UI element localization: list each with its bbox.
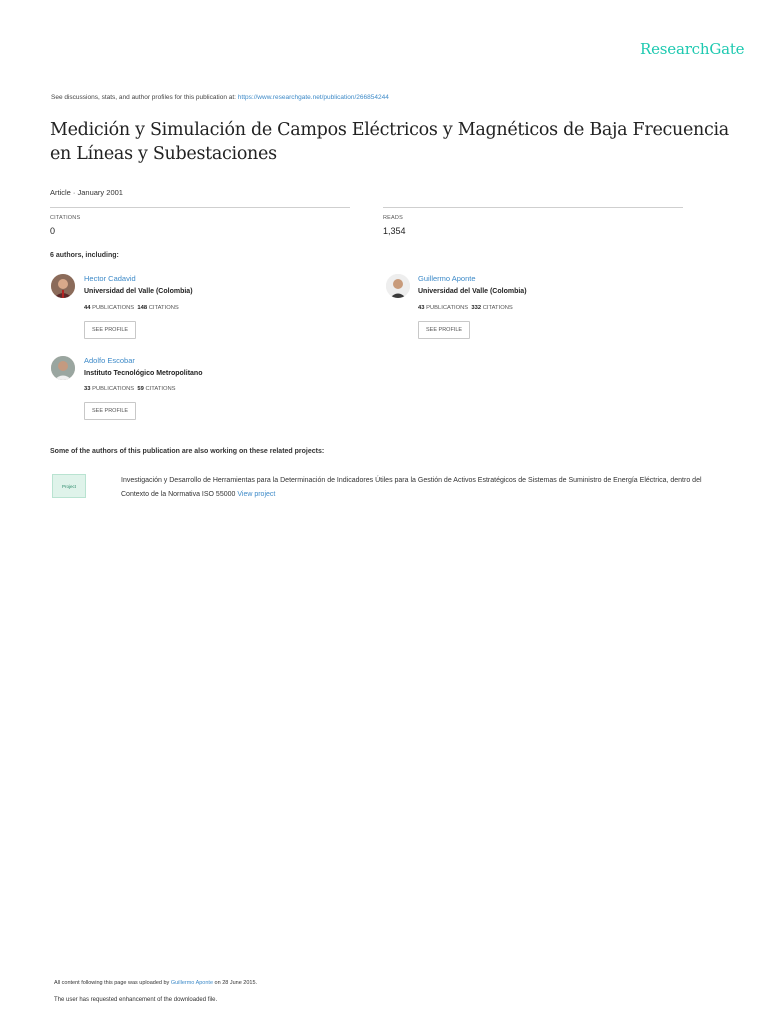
- publication-url-link[interactable]: https://www.researchgate.net/publication/266854244: [237, 94, 389, 101]
- project-thumbnail[interactable]: [52, 474, 86, 498]
- author-name-link[interactable]: Hector Cadavid: [84, 274, 136, 283]
- view-project-link[interactable]: View project: [237, 491, 276, 498]
- author-photo-icon: [51, 356, 75, 380]
- reads-value: 1,354: [383, 226, 406, 236]
- project-description: [121, 474, 721, 502]
- avatar[interactable]: [51, 274, 75, 298]
- author-stats: [84, 305, 179, 311]
- citations-count: 148: [137, 305, 148, 311]
- citations-label: CITATIONS: [145, 386, 176, 392]
- see-profile-button[interactable]: SEE PROFILE: [84, 321, 136, 339]
- citations-label: CITATIONS: [482, 305, 513, 311]
- enhancement-note: The user has requested enhancement of the downloaded file.: [54, 997, 218, 1003]
- upload-prefix: All content following this page was uploaded by: [54, 980, 171, 986]
- citations-value: 0: [50, 226, 56, 236]
- publications-count: 44: [84, 305, 91, 311]
- author-institution: Universidad del Valle (Colombia): [418, 288, 527, 295]
- author-institution: Instituto Tecnológico Metropolitano: [84, 370, 203, 377]
- citations-divider: [50, 207, 350, 208]
- upload-suffix: on 28 June 2015.: [213, 980, 258, 986]
- citations-label: CITATIONS: [50, 215, 81, 221]
- author-name-link[interactable]: Adolfo Escobar: [84, 356, 135, 365]
- citations-count: 59: [137, 386, 144, 392]
- authors-heading: 6 authors, including:: [50, 252, 119, 259]
- publications-label: PUBLICATIONS: [426, 305, 469, 311]
- avatar[interactable]: [51, 356, 75, 380]
- publication-meta: Article · January 2001: [50, 188, 123, 197]
- see-profile-button[interactable]: SEE PROFILE: [418, 321, 470, 339]
- author-institution: Universidad del Valle (Colombia): [84, 288, 193, 295]
- author-photo-icon: [386, 274, 410, 298]
- publication-title: Medición y Simulación de Campos Eléctricos y Magnéticos de Baja Frecuencia en Líneas y Subestaciones: [50, 120, 729, 164]
- project-thumb-label: Project: [61, 483, 76, 489]
- upload-note: [54, 980, 257, 986]
- citations-label: CITATIONS: [148, 305, 179, 311]
- publications-label: PUBLICATIONS: [92, 305, 135, 311]
- publications-label: PUBLICATIONS: [92, 386, 135, 392]
- reads-label: READS: [383, 215, 403, 221]
- author-stats: [418, 305, 513, 311]
- publications-count: 33: [84, 386, 91, 392]
- project-title: Investigación y Desarrollo de Herramientas para la Determinación de Indicadores Útiles para la Gestión de Activos Estratégicos de Sistemas de Suministro de Energía Eléctrica, dentro del Contexto de la Normativa ISO 55000: [121, 477, 702, 498]
- publication-source-note: [51, 94, 389, 101]
- see-profile-button[interactable]: SEE PROFILE: [84, 402, 136, 420]
- reads-divider: [383, 207, 683, 208]
- related-projects-heading: Some of the authors of this publication are also working on these related projects:: [50, 448, 325, 455]
- author-stats: [84, 386, 176, 392]
- publications-count: 43: [418, 305, 425, 311]
- uploader-link[interactable]: Guillermo Aponte: [170, 980, 214, 986]
- author-photo-icon: [51, 274, 75, 298]
- researchgate-logo[interactable]: ResearchGate: [640, 40, 745, 58]
- citations-count: 332: [471, 305, 482, 311]
- source-note-text: See discussions, stats, and author profiles for this publication at:: [51, 94, 238, 101]
- author-name-link[interactable]: Guillermo Aponte: [418, 274, 476, 283]
- avatar[interactable]: [386, 274, 410, 298]
